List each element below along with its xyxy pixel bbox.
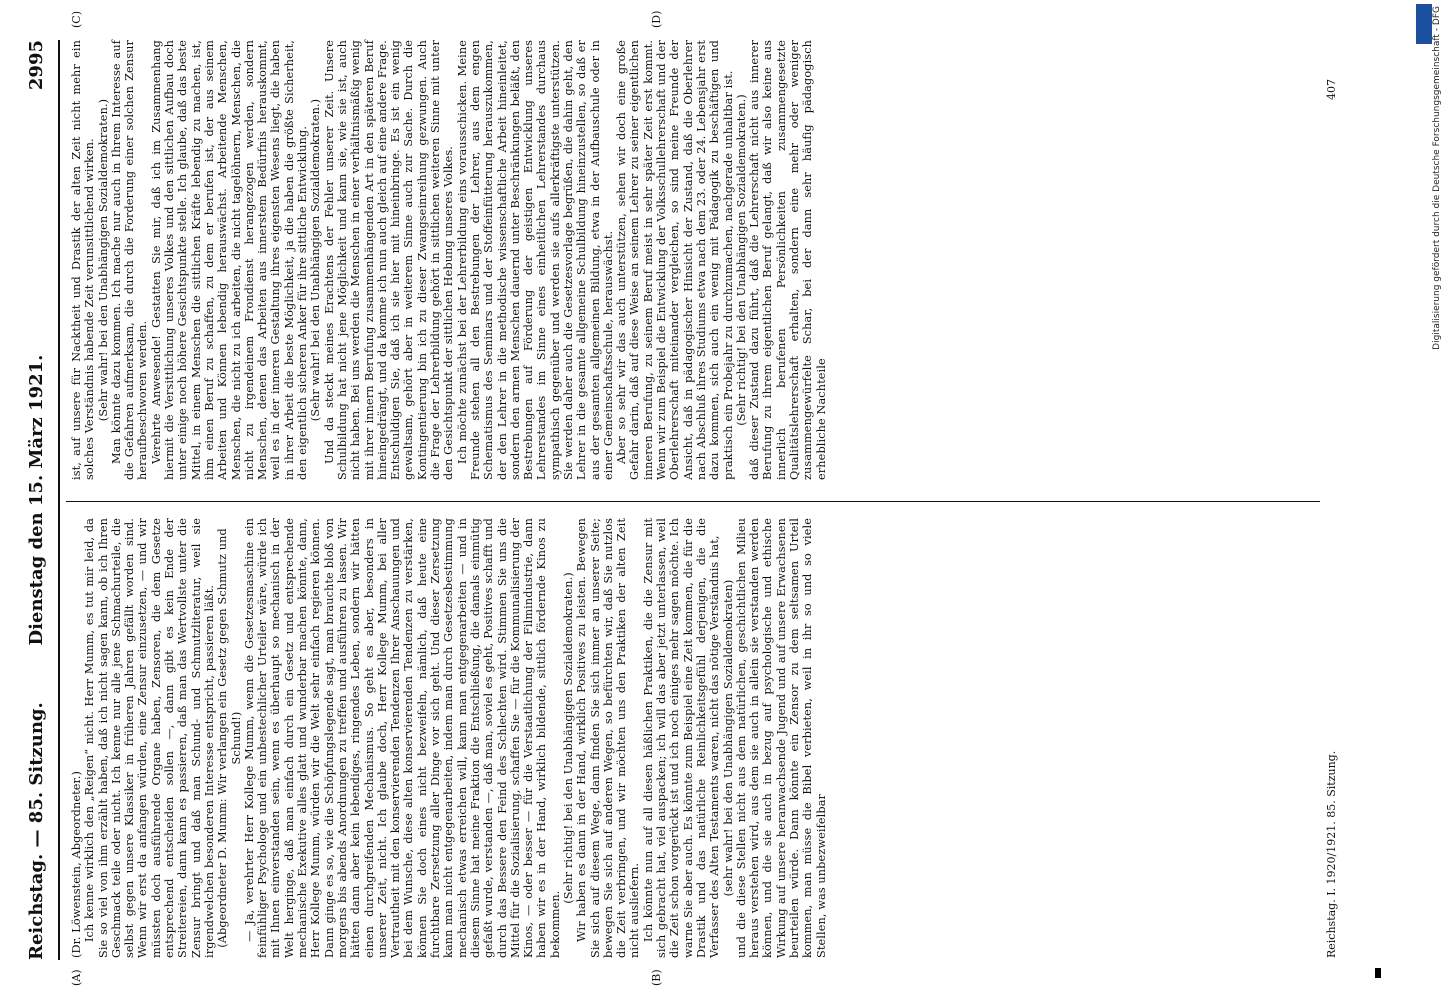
interjection: (sehr wahr! bei den Unabhängigen Sozialdemokraten) (721, 579, 735, 897)
paragraph: Wir haben es dann in der Hand, wirklich Positives zu leisten. Bewegen Sie sich auf diesem Wege, dann finden Sie sich immer an unserer Seite; bewegen Sie sich auf anderen Wegen, so befürchten wir, daß Sie nutzlos die Zeit verbringen, und wir möchten uns den Praktiken der alten Zeit nicht ausliefern. (575, 518, 642, 958)
interjection: (Abgeordneter D. Mumm: Wir verlangen ein Gesetz gegen Schmutz und Schund!) (216, 528, 243, 948)
column-divider (66, 501, 1320, 502)
digitization-credit-text: Digitalisierung gefördert durch die Deutsche Forschungsgemeinschaft - DFG (1432, 6, 1442, 350)
left-footer: Reichstag. I. 1920/1921. 85. Sitzung. (1325, 750, 1338, 958)
paragraph: — Ja, verehrter Herr Kollege Mumm, wenn die Gesetzesmaschine ein feinfühliger Psychologe und ein unbestechlicher Urteiler wäre, würde ich mit Ihnen einverstanden sein, wenn es überhaupt so mechanisch in der Welt herginge, daß man einfach durch ein Gesetz und entsprechende mechanische Exekutive alles glatt und wunderbar machen könnte, dann, Herr Kollege Mumm, würden wir die Welt sehr einfach regieren können. Dann ginge es so, wie die Schöpfungslegende sagt, man brauchte bloß von morgens bis abends Anordnungen zu treffen und ausführen zu lassen. Wir hätten dann aber kein lebendiges, ringendes Leben, sondern wir hätten einen durchgreifenden Mechanismus. So geht es aber, besonders in unserer Zeit, nicht. Ich glaube doch, Herr Kollege Mumm, bei aller Vertrautheit mit den konservierenden Tendenzen Ihrer Anschauungen und bei dem Wunsche, diese alten konservierenden Tendenzen zu verstärken, können Sie doch eines nicht bezweifeln, nämlich, daß heute eine furchtbare Zersetzung aller Dinge vor sich geht. Und dieser Zersetzung kann man nicht entgegenarbeiten, indem man durch Gesetzesbestimmung mechanisch etwas erreichen will, kann man entgegenarbeiten — und in diesem Sinne hat meine Fraktion die Entschließung, die damals einmütig gefaßt wurde, verstanden —, daß man, soviel es geht, Positives schafft und durch das Bessere den Feind des Schlechten wird. Stimmen Sie uns die Mittel für die Sozialisierung, schaffen Sie — für die Kommunalisierung der Kinos, — oder besser — für die Verstaatlichung der Filmindustrie, dann haben wir es in der Hand, wirklich bildende, sittlich fördernde Kinos zu bekommen. (242, 518, 562, 958)
right-text-column (70, 40, 828, 480)
margin-marker-d: (D) (650, 10, 663, 28)
interjection: (Sehr wahr! bei den Unabhängigen Sozialdemokraten.) (96, 98, 110, 422)
paragraph: Ich könnte nun auf all diesen häßlichen Praktiken, die die Zensur mit sich gebracht hat, viel auspacken; ich will das aber jetzt unterlassen, weil die Zeit schon vorgerückt ist und ich noch einiges mehr sagen möchte. Ich warne Sie aber auch. Es könnte zum Beispiel eine Zeit kommen, die für die Drastik und das natürliche Reinlichkeitsgefühl derjenigen, die die Verfasser des Alten Testaments waren, nicht das nötige Verständnis hat, (641, 518, 722, 958)
left-text-column (70, 518, 828, 958)
header-session: Reichstag. — 85. Sitzung. (26, 702, 47, 960)
margin-marker-a: (A) (70, 969, 83, 986)
digitization-credit (1418, 6, 1442, 996)
paragraph: Verehrte Anwesende! Gestatten Sie mir, daß ich im Zusammenhang hiermit die Versittlichung unseres Volkes und den sittlichen Aufbau doch unter einige noch höhere Gesichtspunkte stelle. Ich glaube, daß das beste Mittel, in einem Menschen die sittlichen Kräfte lebendig zu machen, ist, ihm einen Beruf zu schaffen, zu dem er berufen ist, der aus seinem Arbeiten und Können lebendig herauswächst. Arbeitende Menschen, Menschen, die nicht zu ich arbeiten, die nicht tagelöhnern, Menschen, die nicht zu irgendeinem Frondienst herangezogen werden, sondern Menschen, denen das Arbeiten aus innerstem Bedürfnis herauskommt, weil es in der inneren Gestaltung ihres eigensten Wesens liegt, die haben in ihrer Arbeit die beste Möglichkeit, ja die haben die größte Sicherheit, den eigentlich sicheren Anker für ihre sittliche Entwicklung. (149, 40, 310, 480)
paragraph: Ich möchte zunächst bei der Lehrerbildung eins vorausschicken. Meine Freunde stehen all den Bestrebungen der Lehrer, aus dem engen Schematismus des Seminars und der Stoffeinfütterung herauszukommen, der den Lehrer in die methodische wissenschaftliche Arbeit hineinleitet, sondern den armen Menschen dauernd unter Beschränkungen beläßt, den Bestrebungen auf Förderung der geistigen Entwicklung unseres Lehrerstandes im Sinne eines einheitlichen Lehrerstandes durchaus sympathisch gegenüber und werden sie aufs allerkräftigste unterstützen. Sie werden daher auch die Gesetzesvorlage begrüßen, die dahin geht, den Lehrer in die gesamte allgemeine Schulbildung hineinzustellen, so daß er aus der gesamten allgemeinen Bildung, etwa in der Aufbauschule oder in einer Gemeinschaftsschule, herauswächst. (455, 40, 615, 480)
paragraph: Man könnte dazu kommen. Ich mache nur auch in Ihrem Interesse auf die Gefahren aufmerksam, die durch die Forderung einer solchen Zensur heraufbeschworen werden. (109, 40, 150, 480)
header-rule (58, 40, 60, 960)
interjection: (Sehr wahr! bei den Unabhängigen Sozialdemokraten.) (309, 98, 323, 422)
interjection: (Sehr richtig! bei den Unabhängigen Sozialdemokraten.) (561, 572, 575, 904)
interjection: (Sehr richtig! bei den Unabhängigen Sozialdemokraten.) (734, 94, 748, 426)
scan-mark (1375, 968, 1381, 978)
margin-marker-b: (B) (650, 969, 663, 986)
paragraph: (Dr. Löwenstein, Abgeordneter.) (70, 770, 83, 958)
paragraph: Aber so sehr wir das auch unterstützen, sehen wir doch eine große Gefahr darin, daß auf diese Weise an seinem Lehrer zu seiner eigentlichen inneren Berufung, zu seinem Beruf meist in sehr später Zeit erst kommt. Wenn wir zum Beispiel die Entwicklung der Volksschullehrerschaft und der Oberlehrerschaft miteinander vergleichen, so sind meine Freunde der Ansicht, daß in pädagogischer Hinsicht der Zustand, daß die Oberlehrer nach Abschluß ihres Studiums etwa nach dem 23. oder 24. Lebensjahr erst dazu kommen, sich auch ein wenig mit Pädagogik zu beschäftigen und praktisch ein Probejahr zu durchzumachen, nachgerade unhaltbar ist. (615, 40, 735, 480)
page-header (18, 40, 58, 960)
header-page-number: 2995 (26, 40, 47, 91)
header-date: Dienstag den 15. März 1921. (26, 354, 47, 646)
paragraph: Ich kenne wirklich den „Reigen“ nicht. Herr Mumm, es tut mir leid, da Sie so viel von ihm erzählt haben, daß ich nicht sagen kann, ob ich Ihren Geschmack teile oder nicht. Ich kenne nur alle jene Schmachurteile, die selbst gegen unsere Klassiker in früheren Jahren gefällt worden sind. Wenn wir erst da anfangen würden, eine Zensur einzusetzen, — und wir müssten doch ausführende Organe haben, Zensoren, die dem Gesetze entsprechend entscheiden sollen —, dann gibt es kein Ende der Streitereien, dann kann es passieren, daß man das Wertvollste unter die Zensur bringt und daß man Schund- und Schmutzliteratur, weil sie irgendwelchen besonderen Interesse entspricht, passieren läßt. (83, 518, 216, 958)
paragraph: daß dieser Zustand dazu führt, daß die Lehrerschaft nicht aus innerer Berufung zu ihrem eigentlichen Beruf gelangt, daß wir also keine aus innerlich berufenen Persönlichkeiten zusammengesetzte Qualitätslehrerschaft erhalten, sondern eine mehr oder weniger zusammengewürfelte Schar, bei der dann sehr häufig pädagogisch erhebliche Nachteile (748, 40, 828, 480)
margin-marker-c: (C) (70, 11, 83, 28)
paragraph: Und da steckt meines Erachtens der Fehler unserer Zeit. Unsere Schulbildung hat nicht jene Möglichkeit und kann sie, wie sie ist, auch nicht haben. Bei uns werden die Menschen in einer verhältnismäßig wenig mit ihrer innern Berufung zusammenhängenden Art in den späteren Beruf hineingedrängt, und da komme ich nun auch gleich auf eine andere Frage. Entschuldigen Sie, daß ich sie hier mit hineinbringe. Es ist ein wenig gewaltsam, gehört aber in weiterem Sinne auch zur Sache. Durch die Kontingentierung bin ich zu dieser Zwangseinreihung gezwungen. Auch die Frage der Lehrerbildung gehört in sittlichen weiteren Sinne mit unter den Gesichtspunkt der sittlichen Hebung unseres Volkes. (322, 40, 456, 480)
paragraph: und die diese Stellen nicht aus dem natürlichen, geschichtlichen Milieu heraus verstehen wird, aus dem sie auch in allein sie verstanden werden können, und die sie auch in bezug auf psychologische und ethische Wirkung auf unsere heranwachsende Jugend und auf unsere Erwachsenen beurteilen würde. Dann könnte ein Zensor zu dem seltsamen Urteil kommen, man müsse die Bibel verbieten, weil in ihr so und so viele Stellen, was unbezweifelbar (734, 518, 828, 958)
right-footer-page-number: 407 (1325, 79, 1338, 100)
dfg-logo-icon (1416, 4, 1432, 44)
paragraph: ist, auf unsere für Nacktheit und Drastik der alten Zeit nicht mehr ein solches Verständnis habende Zeit verunsittlichend wirken. (70, 40, 97, 480)
